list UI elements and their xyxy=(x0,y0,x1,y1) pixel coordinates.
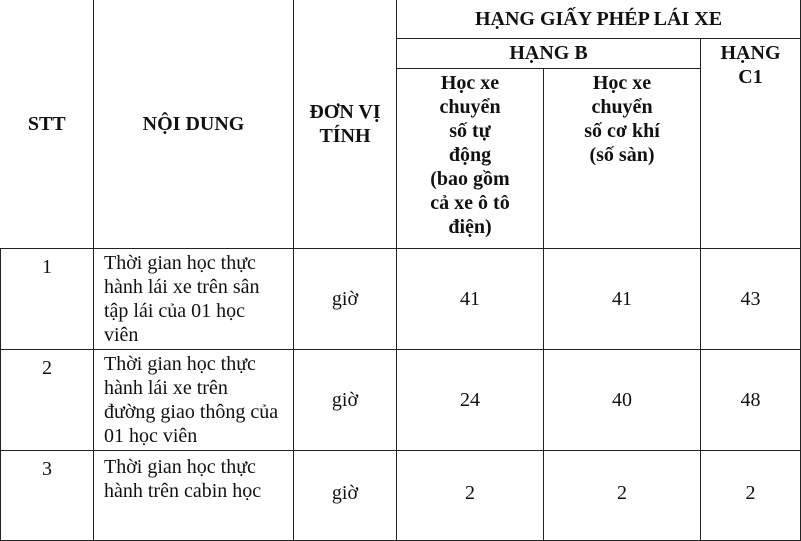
header-b-manual: Học xe chuyển số cơ khí (số sàn) xyxy=(544,68,701,248)
row-content: Thời gian học thực hành trên cabin học xyxy=(94,450,294,540)
row-content: Thời gian học thực hành lái xe trên đường giao thông của 01 học viên xyxy=(94,349,294,450)
table-row xyxy=(1,349,801,450)
row-b-automatic: 24 xyxy=(397,349,544,450)
table-row xyxy=(1,248,801,349)
table-row xyxy=(1,450,801,540)
row-b-manual: 40 xyxy=(544,349,701,450)
row-c1: 43 xyxy=(701,248,801,349)
row-unit: giờ xyxy=(294,248,397,349)
row-unit: giờ xyxy=(294,349,397,450)
header-row-1 xyxy=(1,0,801,38)
row-b-manual: 2 xyxy=(544,450,701,540)
row-stt: 1 xyxy=(1,248,94,349)
row-content: Thời gian học thực hành lái xe trên sân tập lái của 01 học viên xyxy=(94,248,294,349)
row-stt: 2 xyxy=(1,349,94,450)
row-b-automatic: 41 xyxy=(397,248,544,349)
row-c1: 48 xyxy=(701,349,801,450)
header-hang-b: HẠNG B xyxy=(397,38,701,68)
row-b-automatic: 2 xyxy=(397,450,544,540)
row-b-manual: 41 xyxy=(544,248,701,349)
header-content: NỘI DUNG xyxy=(94,0,294,248)
header-b-automatic: Học xe chuyển số tự động (bao gồm cả xe ô tô điện) xyxy=(397,68,544,248)
row-unit: giờ xyxy=(294,450,397,540)
row-c1: 2 xyxy=(701,450,801,540)
header-stt: STT xyxy=(1,0,94,248)
header-unit: ĐƠN VỊ TÍNH xyxy=(294,0,397,248)
header-hang-c1: HẠNG C1 xyxy=(701,38,801,248)
row-stt: 3 xyxy=(1,450,94,540)
header-license-group: HẠNG GIẤY PHÉP LÁI XE xyxy=(397,0,801,38)
